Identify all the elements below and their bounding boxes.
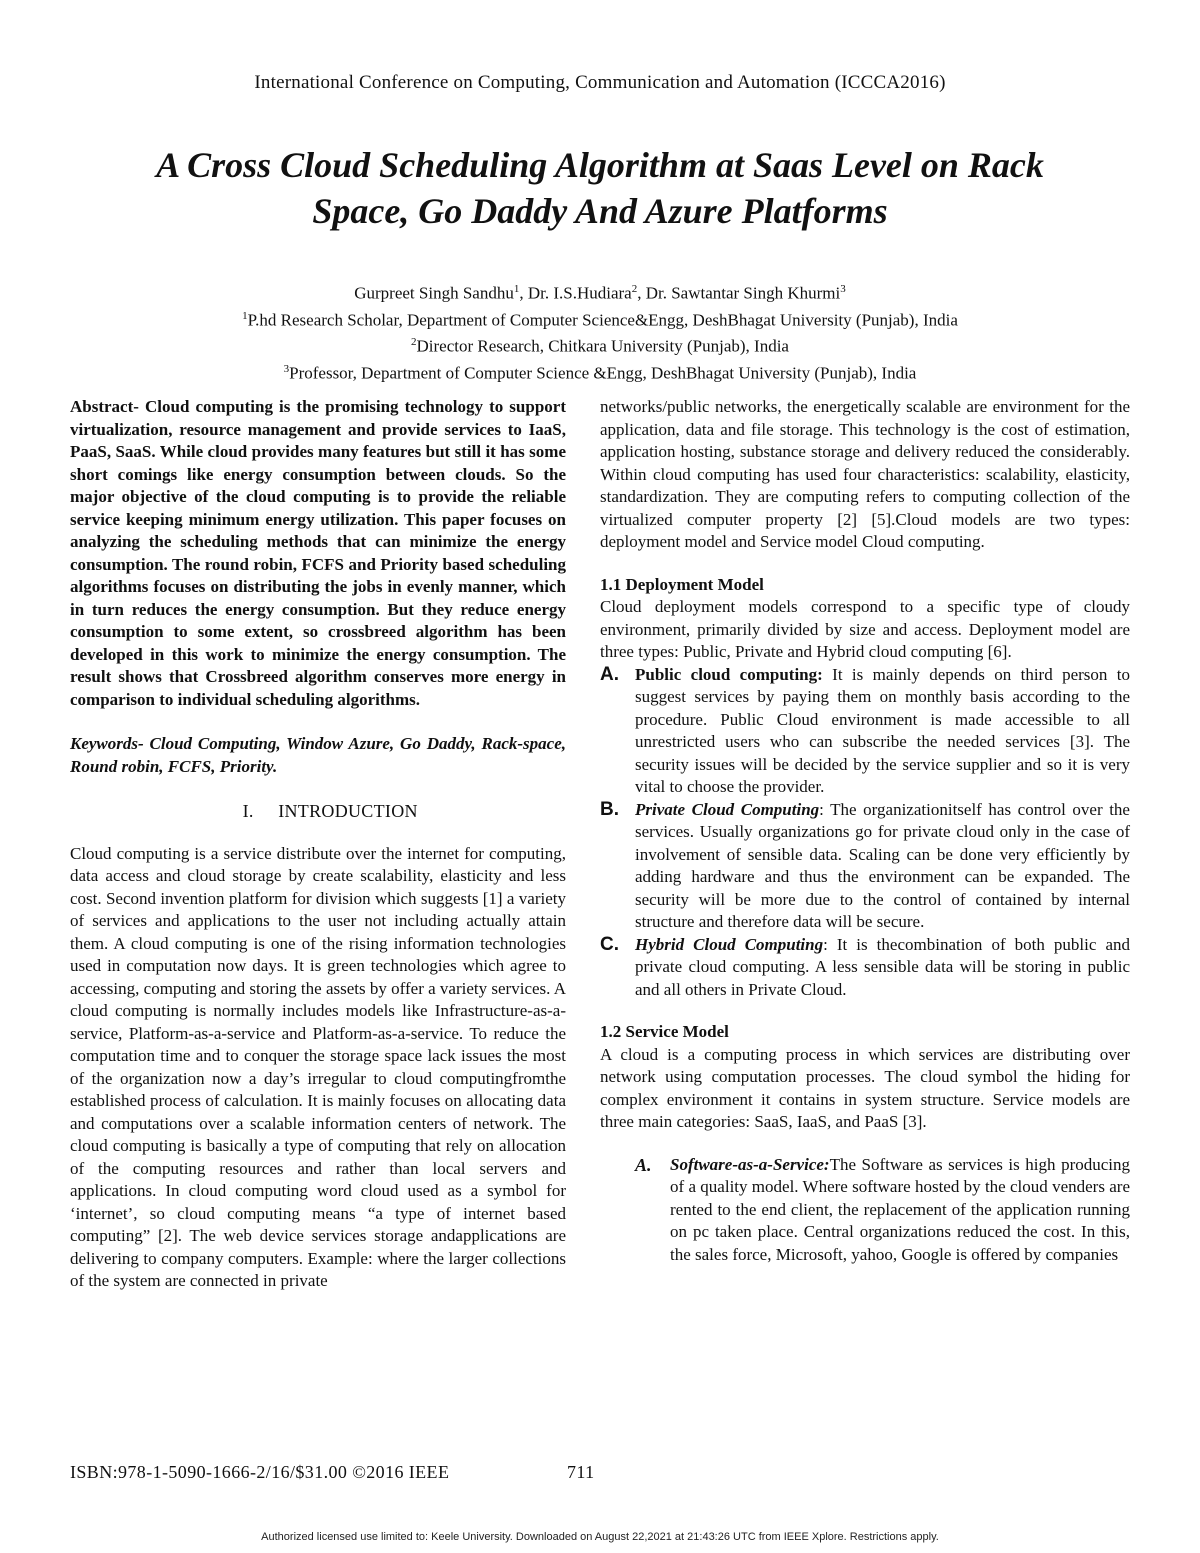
affiliation-2: $^2$Director Research, Chitkara University (Punjab), India [411,336,789,356]
list-item-hybrid-cloud: C. Hybrid Cloud Computing: It is thecombination of both public and private cloud computing. A less sensible data will be storing in public and all others in Private Cloud. [600,933,1130,999]
list-item-private-cloud: B. Private Cloud Computing: The organizationitself has control over the services. Usually organizations go for private cloud only in the case of involvement of sensible data. Scaling can be done very efficiently by adding hardware and thus the environment can be expanded. The security will be more due to the control of contained by internal structure and therefore data will be secure. [600,798,1130,931]
affiliation-3: $^3$Professor, Department of Computer Science &Engg, DeshBhagat University (Punjab), India [283,362,917,383]
abstract: Abstract- Cloud computing is the promising technology to support virtualization, resource management and provide services to IaaS, PaaS, SaaS. While cloud provides many features but still it has some short comings like energy consumption between clouds. So the major objective of the cloud computing is to provide the reliable service keeping minimum energy utilization. This paper focuses on analyzing the scheduling methods that can minimize the energy consumption. The round robin, FCFS and Priority based scheduling algorithms focuses on distributing the jobs in evenly manner, which in turn reduces the energy consumption. But they reduce energy consumption to some extent, so crossbreed algorithm has been developed in this work to minimize the energy consumption. The result shows that Crossbreed algorithm conserves more energy in comparison to individual scheduling algorithms. [70,397,566,709]
authorized-use-notice: Authorized licensed use limited to: Keele University. Downloaded on August 22,2021 at 21:43:26 UTC from IEEE Xplore. Restrictions apply. [261,1531,939,1543]
service-model-heading: 1.2 Service Model [600,1022,729,1041]
service-model-body: A cloud is a computing process in which services are distributing over network using computation processes. The cloud symbol the hiding for complex environment it contains in system structure. Service models are three main categories: SaaS, IaaS, and PaaS [3]. [600,1044,1130,1131]
deployment-model-heading: 1.1 Deployment Model [600,574,764,594]
paper-title [80,142,1120,234]
conference-header: International Conference on Computing, Communication and Automation (ICCCA2016) [254,72,946,93]
affiliation-1: $^1$P.hd Research Scholar, Department of Computer Science&Engg, DeshBhagat University (Punjab), India [242,309,958,330]
right-column [600,396,1130,1266]
deployment-model-body: Cloud deployment models correspond to a specific type of cloudy environment, primarily divided by size and access. Deployment model are three types: Public, Private and Hybrid cloud computing [6]. [600,597,1130,661]
author-block [0,278,1200,385]
section-heading-introduction: I. INTRODUCTION [242,801,418,821]
footer-isbn: ISBN:978-1-5090-1666-2/16/$31.00 ©2016 IEEE 711 [70,1462,595,1482]
left-column [70,396,566,1293]
title-line-1: A Cross Cloud Scheduling Algorithm at Saas Level on Rack [156,145,1044,185]
keywords: Keywords- Cloud Computing, Window Azure, Go Daddy, Rack-space, Round robin, FCFS, Priority. [70,734,566,776]
list-item-public-cloud: A. Public cloud computing: It is mainly depends on third person to suggest services by paying them on monthly basis according to the procedure. Public Cloud environment is made accessible to all unrestricted users who can subscribe the needed services [3]. The security issues will be decided by the service supplier and so it is very vital to choose the provider. [600,663,1130,796]
title-line-2: Space, Go Daddy And Azure Platforms [312,191,888,231]
page-number: 711 [567,1462,595,1482]
list-item-saas: A. Software-as-a-Service:The Software as services is high producing of a quality model. Where software hosted by the cloud venders are rented to the end client, the replacement of the application running on pc taken place. Central organizations reduced the cost. In this, the sales force, Microsoft, yahoo, Google is offered by companies [635,1154,1130,1264]
introduction-body: Cloud computing is a service distribute over the internet for computing, data access and cloud storage by create scalability, elasticity and less cost. Second invention platform for division which suggests [1] a variety of services and applications to the user not including actually attain them. A cloud computing is one of the rising information technologies used in computation now days. It is green technologies which agree to accessing, computing and storing the assets by offer a variety services. A cloud computing is normally includes models like Infrastructure-as-a-service, Platform-as-a-service and Platform-as-a-service. To reduce the computation time and to conquer the storage space lack issues the most of the organization now a day’s irregular to cloud computingfromthe established process of calculation. It is mainly focuses on allocating data and computations over a scalable information centers of network. The cloud computing is basically a type of computing that rely on allocation of the computing resources and rather than local servers and applications. In cloud computing word cloud used as a symbol for ‘internet’, so cloud computing means “a type of internet based computing” [2]. The web device services storage andapplications are delivering to company computers. Example: where the larger collections of the system are connected in private [70,843,566,1290]
author-names: Gurpreet Singh Sandhu$^1$, Dr. I.S.Hudiara$^2$, Dr. Sawtantar Singh Khurmi$^3$ [354,283,846,303]
continuation-paragraph: networks/public networks, the energetically scalable are environment for the application, data and file storage. This technology is the cost of estimation, application hosting, substance storage and delivery reduced the considerably. Within cloud computing has used four characteristics: scalability, elasticity, standardization. They are computing refers to computing collection of the virtualized computer property [2] [5].Cloud models are two types: deployment model and Service model Cloud computing. [600,397,1130,551]
